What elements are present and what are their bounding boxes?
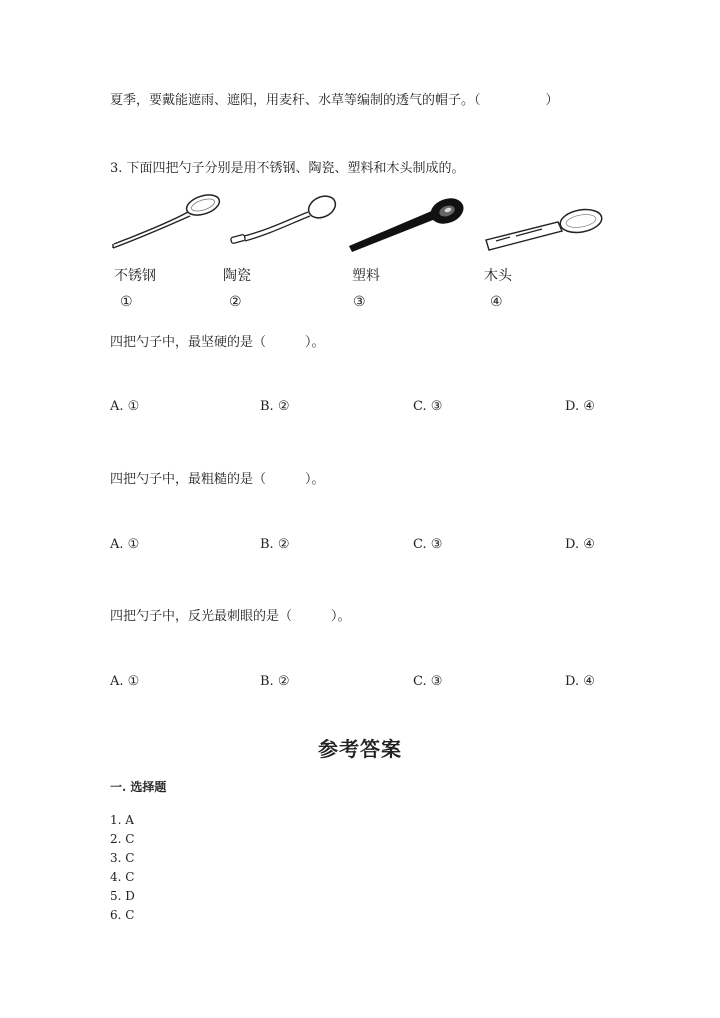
subquestion-1-option-d[interactable]: D. ④: [565, 399, 595, 414]
subquestion-3-option-c[interactable]: C. ③: [413, 674, 443, 689]
subquestion-2-option-c[interactable]: C. ③: [413, 537, 443, 552]
subquestion-2-option-b[interactable]: B. ②: [260, 537, 290, 552]
question-3-stem: 3. 下面四把勺子分别是用不锈钢、陶瓷、塑料和木头制成的。: [110, 161, 465, 176]
spoon-label-stainless: 不锈钢: [114, 268, 156, 284]
plastic-spoon-icon: [346, 194, 468, 254]
ceramic-spoon-icon: [228, 190, 338, 250]
spoon-number-2: ②: [229, 294, 242, 310]
wooden-spoon-icon: [482, 206, 606, 256]
spoon-label-ceramic: 陶瓷: [223, 268, 251, 284]
spoon-label-wood: 木头: [484, 268, 512, 284]
spoon-number-3: ③: [353, 294, 366, 310]
subquestion-1-option-a[interactable]: A. ①: [110, 399, 140, 414]
subquestion-2-option-d[interactable]: D. ④: [565, 537, 595, 552]
answer-title: 参考答案: [318, 737, 402, 761]
section-title: 一. 选择题: [110, 780, 167, 794]
statement-line: 夏季，要戴能遮雨、遮阳，用麦秆、水草等编制的透气的帽子。（ ）: [110, 93, 559, 108]
answer-item: 2. C: [110, 832, 135, 846]
subquestion-3-option-d[interactable]: D. ④: [565, 674, 595, 689]
answer-item: 6. C: [110, 908, 135, 922]
subquestion-2-option-a[interactable]: A. ①: [110, 537, 140, 552]
answer-item: 1. A: [110, 813, 134, 827]
answer-list: [110, 811, 135, 925]
subquestion-1-option-b[interactable]: B. ②: [260, 399, 290, 414]
subquestion-3-option-a[interactable]: A. ①: [110, 674, 140, 689]
answer-item: 3. C: [110, 851, 135, 865]
subquestion-2-text: 四把勺子中，最粗糙的是（ ）。: [110, 472, 325, 487]
spoon-number-1: ①: [120, 294, 133, 310]
subquestion-1-option-c[interactable]: C. ③: [413, 399, 443, 414]
answer-item: 5. D: [110, 889, 135, 903]
answer-item: 4. C: [110, 870, 135, 884]
stainless-steel-spoon-icon: [110, 188, 225, 250]
subquestion-1-text: 四把勺子中，最坚硬的是（ ）。: [110, 335, 325, 350]
spoon-number-4: ④: [490, 294, 503, 310]
subquestion-3-option-b[interactable]: B. ②: [260, 674, 290, 689]
subquestion-3-text: 四把勺子中，反光最刺眼的是（ ）。: [110, 609, 351, 624]
spoon-label-plastic: 塑料: [352, 268, 380, 284]
